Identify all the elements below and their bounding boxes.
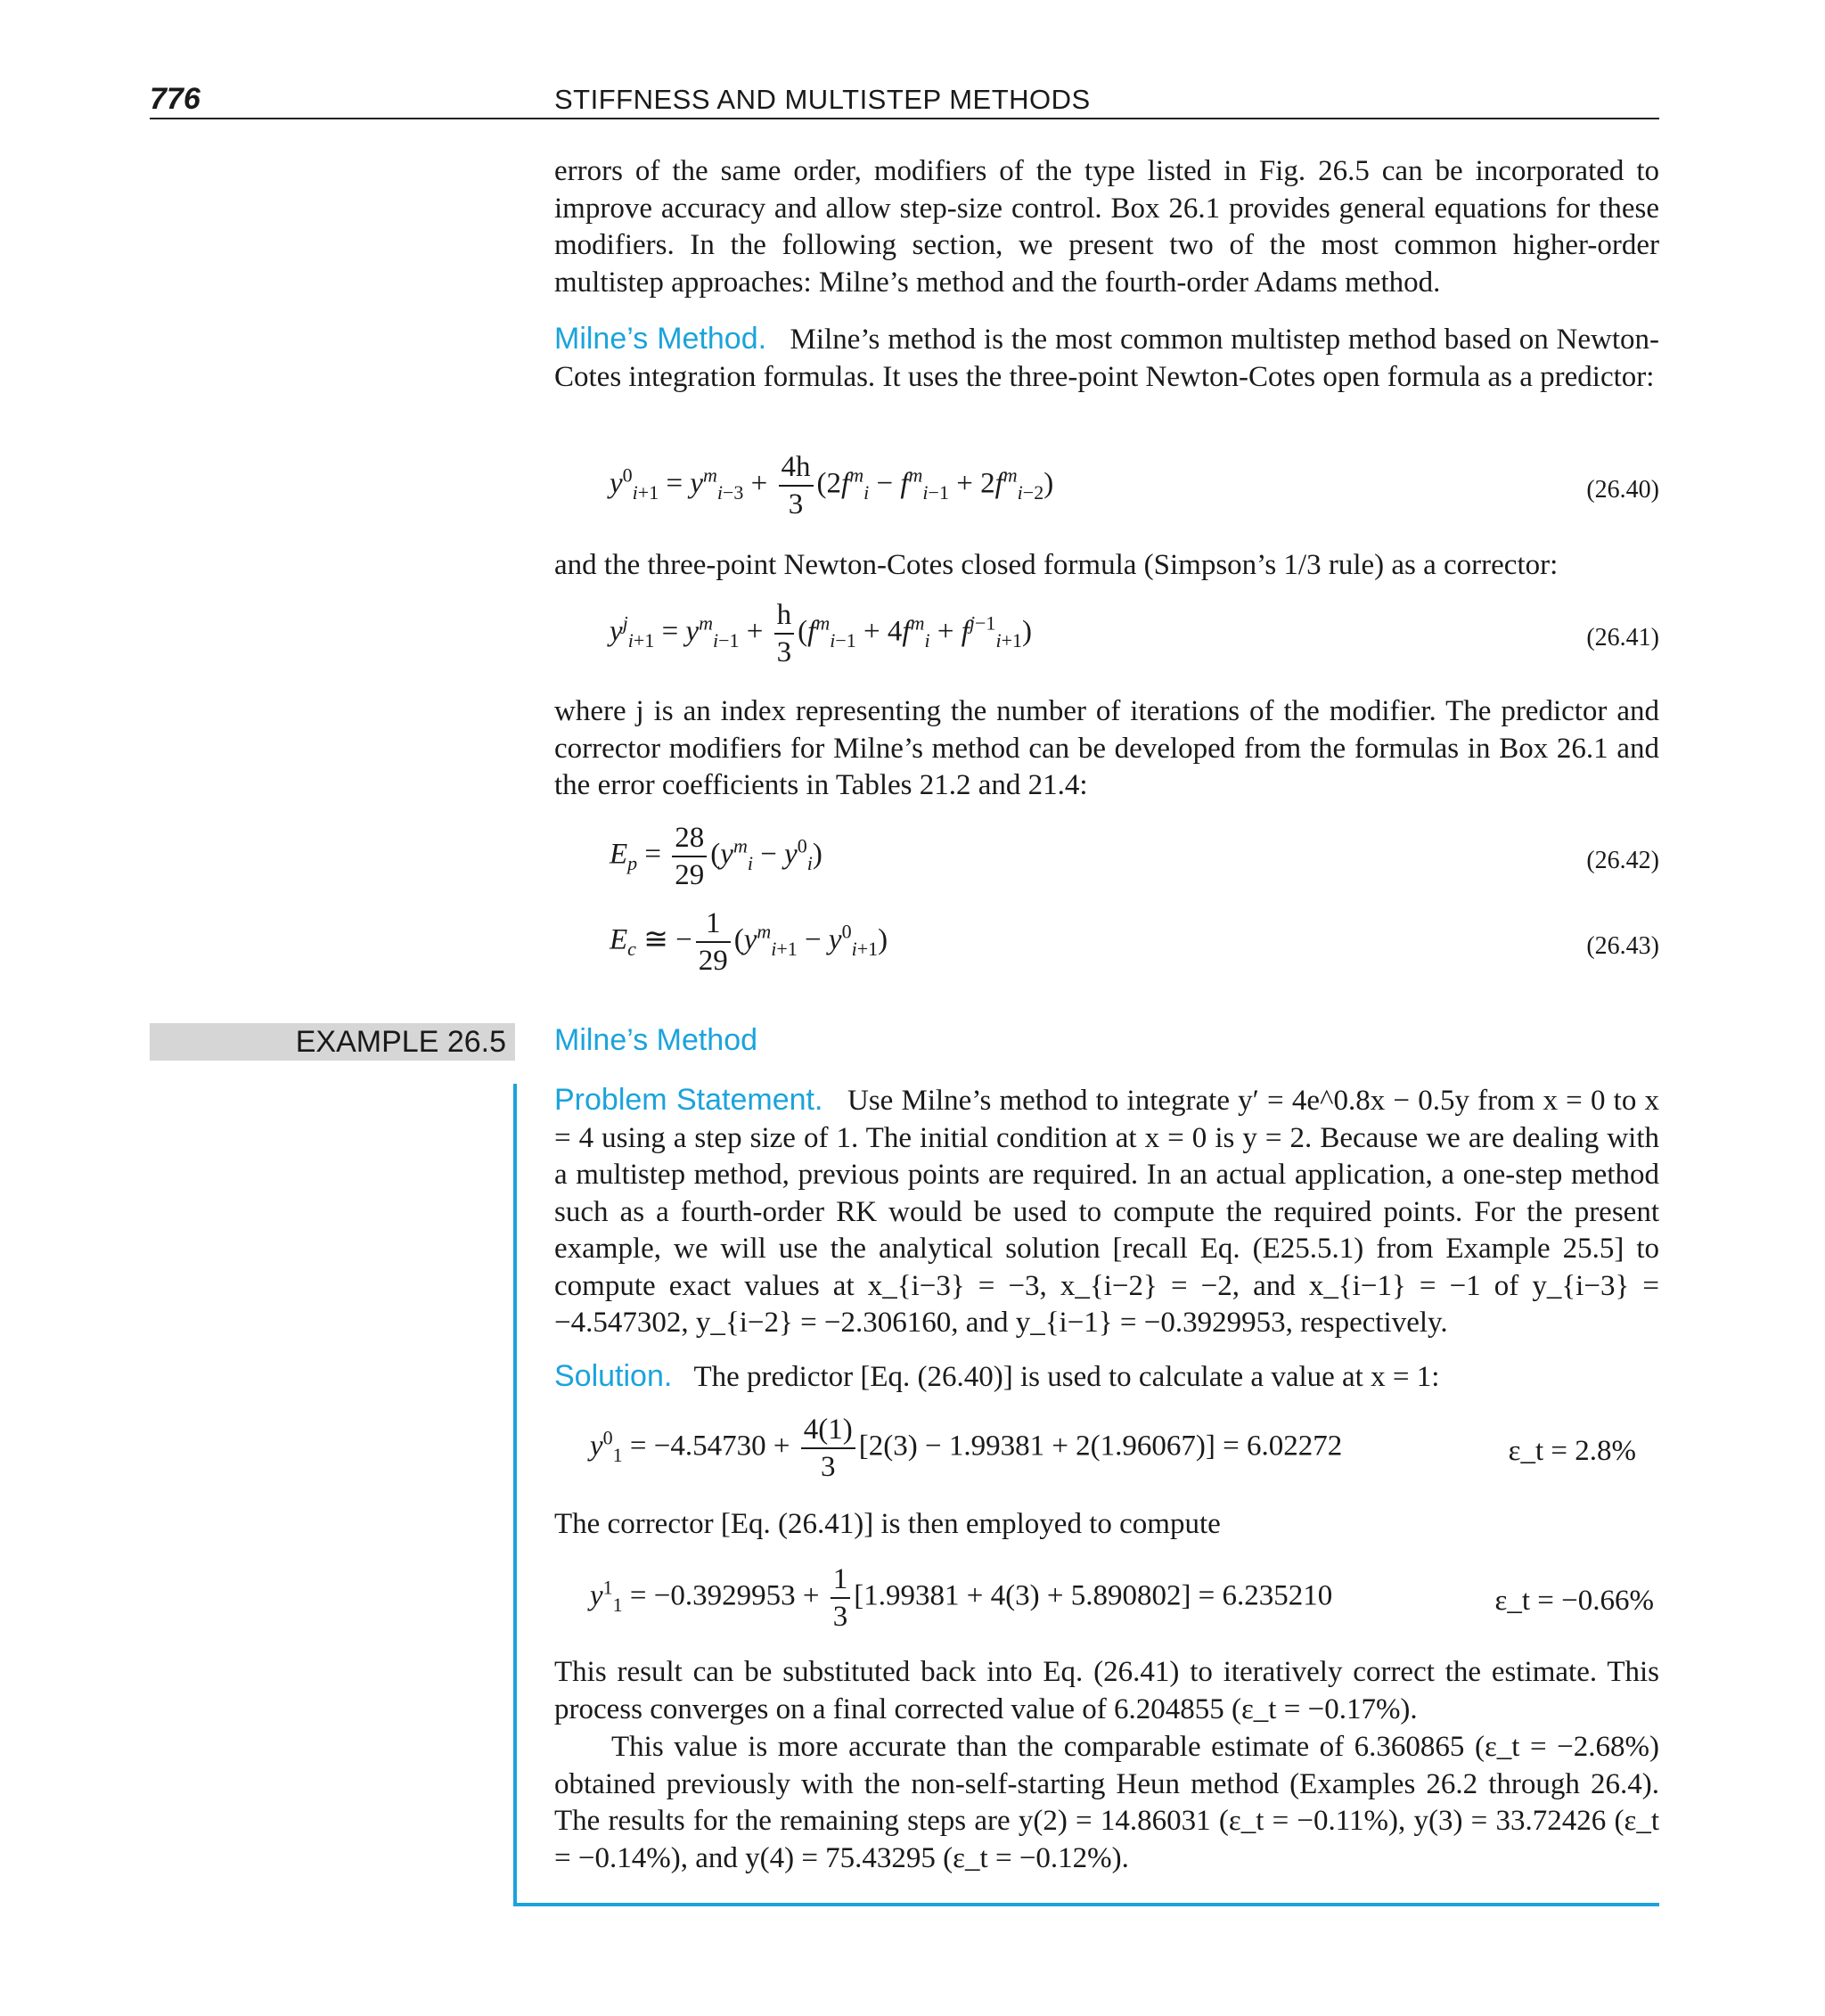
running-title: STIFFNESS AND MULTISTEP METHODS (554, 84, 1091, 115)
corrector-sentence: The corrector [Eq. (26.41)] is then employed to compute (554, 1508, 1221, 1540)
result-paragraph: This result can be substituted back into Eq. (26.41) to iteratively correct the estimate. This process converges on a final corrected value of 6.204855 (ε_t = −0.17%). (554, 1656, 1659, 1725)
problem-text: Use Milne’s method to integrate y′ = 4e^0.8x − 0.5y from x = 0 to x = 4 using a step size of 1. The initial condition at x = 0 is y = 2. Because we are dealing with a multistep method, previous points are required. In an actual application, a one-step method such as a fourth-order RK would be used to compute the required points. For the present example, we will use the analytical solution [recall Eq. (E25.5.1) from Example 25.5] to compute exact values at x_{i−3} = −3, x_{i−2} = −2, and x_{i−1} = −1 of y_{i−3} = −4.547302, y_{i−2} = −2.306160, and y_{i−1} = −0.3929953, respectively. (554, 1085, 1660, 1339)
where-paragraph: where j is an index representing the number of iterations of the modifier. The predictor and corrector modifiers for Milne’s method can be developed from the formulas in Box 26.1 and the error coefficients in Tables 21.2 and 21.4: (554, 695, 1659, 801)
equation-26-43: $E_c$ ≅ − $\frac{1}{29}$ $(y^m_{i+1} - y^0_{i+1})$ (26.43) (610, 907, 1659, 977)
equation-number: (26.42) (1586, 847, 1659, 874)
example-label: EXAMPLE 26.5 (295, 1025, 506, 1059)
intro-paragraph: errors of the same order, modifiers of the type listed in Fig. 26.5 can be incorporated to improve accuracy and allow step-size control. Box 26.1 provides general equations for these modifiers. In the following section, we present two of the most common higher-order multistep approaches: Milne’s method and the fourth-order Adams method. (554, 155, 1659, 299)
example-title: Milne’s Method (554, 1023, 758, 1057)
example-bottom-rule (513, 1903, 1659, 1906)
equation-26-41: $y^j_{i+1} = y^m_{i-1}$ + $\frac{h}{3}$ $(f^m_{i-1} + 4f^m_i + f^{j-1}_{i+1})$ (26.41) (610, 599, 1659, 668)
corrector-equation: $y^1_1 = -0.3929953$ + $\frac{1}{3}$ [1.99381 + 4(3) + 5.890802] = 6.235210 ε_t = −0.66% (590, 1563, 1654, 1633)
milne-heading: Milne’s Method. (554, 322, 767, 356)
header-rule (150, 118, 1659, 119)
comparison-paragraph: This value is more accurate than the comparable estimate of 6.360865 (ε_t = −2.68%) obtained previously with the non-self-starting Heun method (Examples 26.2 through 26.4). The results for the remaining steps are y(2) = 14.86031 (ε_t = −0.11%), y(3) = 33.72426 (ε_t = −0.14%), and y(4) = 75.43295 (ε_t = −0.12%). (554, 1731, 1659, 1874)
solution-text: The predictor [Eq. (26.40)] is used to calculate a value at x = 1: (693, 1361, 1440, 1393)
solution-paragraph (554, 1358, 1659, 1397)
corrector-error: ε_t = −0.66% (1494, 1585, 1654, 1617)
page-number: 776 (150, 82, 201, 116)
example-left-rule (513, 1084, 517, 1906)
equation-number: (26.43) (1586, 932, 1659, 960)
predictor-error: ε_t = 2.8% (1508, 1435, 1636, 1467)
solution-heading: Solution. (554, 1359, 673, 1393)
predictor-equation: $y^0_1 = -4.54730$ + $\frac{4(1)}{3}$ [2(3) − 1.99381 + 2(1.96067)] = 6.02272 ε_t = 2.8% (590, 1414, 1636, 1483)
problem-statement (554, 1082, 1659, 1342)
milne-text: Milne’s method is the most common multistep method based on Newton-Cotes integration formulas. It uses the three-point Newton-Cotes open formula as a predictor: (554, 324, 1659, 393)
equation-number: (26.41) (1586, 624, 1659, 652)
milne-paragraph (554, 321, 1659, 396)
equation-number: (26.40) (1586, 476, 1659, 504)
equation-26-42: $E_p$ = $\frac{28}{29}$ $(y^m_i - y^0_i)$ (26.42) (610, 822, 1659, 891)
equation-26-40: $y^0_{i+1} = y^m_{i-3}$ + $\frac{4h}{3}$ $(2f^m_i - f^m_{i-1} + 2f^m_{i-2})$ (26.40) (610, 451, 1659, 520)
problem-heading: Problem Statement. (554, 1083, 823, 1117)
corrector-intro: and the three-point Newton-Cotes closed formula (Simpson’s 1/3 rule) as a corrector: (554, 549, 1559, 581)
